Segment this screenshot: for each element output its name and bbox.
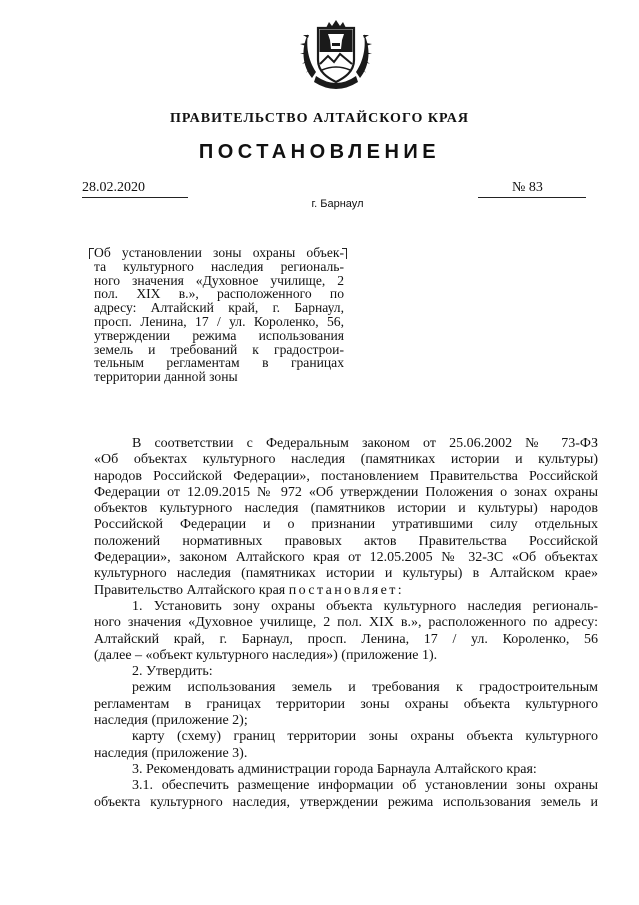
subject-line: пол. XIX в.», расположенного по xyxy=(94,286,344,302)
body-line-text: Правительство Алтайского края xyxy=(94,582,289,598)
spaced-resolution-word: постановляет xyxy=(288,582,398,598)
body-line: В соответствии с Федеральным законом от 25.06.2002 № 73-ФЗ xyxy=(132,436,598,451)
body-line: регламентам в границах территории зоны охраны объекта культурного xyxy=(94,696,598,712)
document-date: 28.02.2020 xyxy=(82,180,188,198)
body-line: наследия (приложение 2); xyxy=(94,713,248,729)
body-line: объекта культурного наследия, утверждении режима использования земель и xyxy=(94,794,598,810)
subject-line: Об установлении зоны охраны объек- xyxy=(94,245,344,260)
document-subject xyxy=(94,246,344,384)
document-body xyxy=(94,436,598,811)
body-line: карту (схему) границ территории зоны охраны объекта культурного xyxy=(132,729,598,745)
body-line: 3. Рекомендовать администрации города Барнаула Алтайского края: xyxy=(132,761,537,777)
document-city: г. Барнаул xyxy=(311,198,364,210)
subject-line: та культурного наследия региональ- xyxy=(94,258,344,274)
government-name: ПРАВИТЕЛЬСТВО АЛТАЙСКОГО КРАЯ xyxy=(169,111,470,126)
subject-line: просп. Ленина, 17 / ул. Короленко, 56, xyxy=(94,313,344,329)
document-number: № 83 xyxy=(478,180,586,198)
body-line: «Об объектах культурного наследия (памятниках истории и культуры) xyxy=(94,452,598,468)
body-line: народов Российской Федерации», постановлением Правительства Российской xyxy=(94,468,598,484)
subject-line: адресу: Алтайский край, г. Барнаул, xyxy=(94,300,344,316)
body-line: 3.1. обеспечить размещение информации об установлении зоны охраны xyxy=(132,778,598,794)
body-line: культурного наследия (памятниках истории и культуры) в Алтайском крае» xyxy=(94,566,598,582)
body-line: режим использования земель и требования к градостроительным xyxy=(132,680,598,696)
body-line xyxy=(94,583,598,599)
body-line-text: : xyxy=(397,582,402,598)
altai-krai-coat-of-arms-icon xyxy=(298,16,374,96)
body-line: Федерации», законом Алтайского края от 12.05.2005 № 32-ЗС «Об объектах xyxy=(94,550,598,566)
body-line: (далее – «объект культурного наследия») (приложение 1). xyxy=(94,647,438,663)
document-type-title: ПОСТАНОВЛЕНИЕ xyxy=(198,141,441,163)
subject-line: тельным регламентам в границах xyxy=(94,355,344,371)
body-line: Федерации от 12.09.2015 № 972 «Об утверждении Положения о зонах охраны xyxy=(94,484,598,500)
body-line: объектов культурного наследия (памятников истории и культуры) народов xyxy=(94,501,598,517)
body-line: ного значения «Духовное училище, 2 пол. XIX в.», расположенного по адресу: xyxy=(94,615,598,631)
subject-line: земель и требований к градострои- xyxy=(94,341,344,357)
body-line: наследия (приложение 3). xyxy=(94,745,248,761)
subject-line: утверждении режима использования xyxy=(94,327,344,343)
body-line: Российской Федерации и о признании утратившими силу отдельных xyxy=(94,517,598,533)
subject-line: территории данной зоны xyxy=(94,369,238,385)
body-line: Алтайский край, г. Барнаул, просп. Ленина, 17 / ул. Короленко, 56 xyxy=(94,631,598,647)
body-line: 1. Установить зону охраны объекта культурного наследия региональ- xyxy=(132,598,598,614)
body-line: положений нормативных правовых актов Правительства Российской xyxy=(94,533,598,549)
body-line: 2. Утвердить: xyxy=(132,664,213,680)
subject-line: ного значения «Духовное училище, 2 xyxy=(94,272,344,288)
